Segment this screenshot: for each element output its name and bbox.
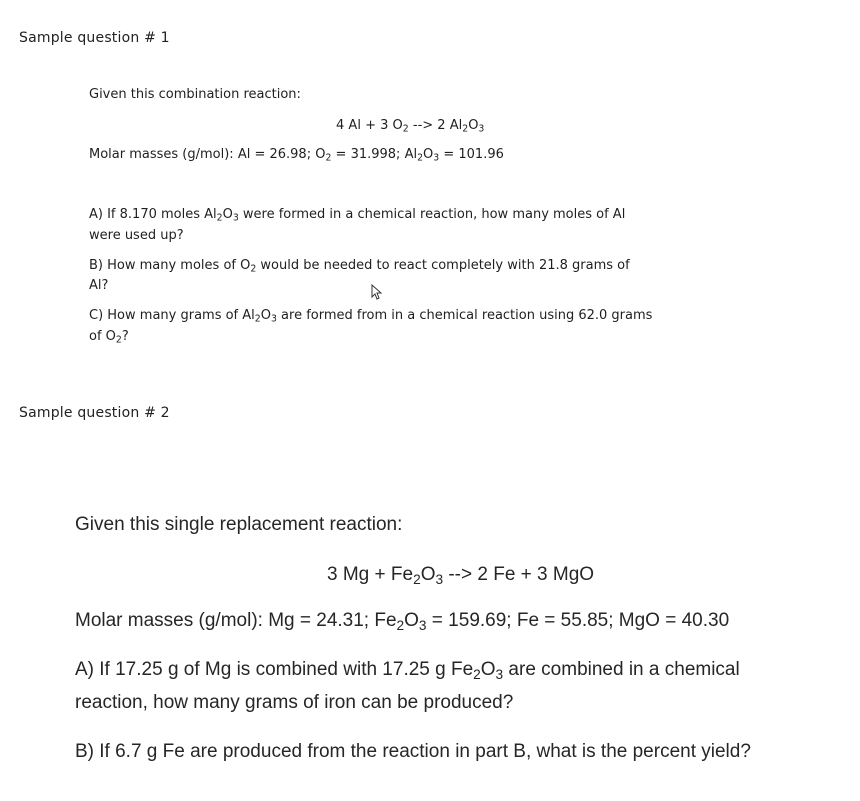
- question-2-part-a-line-1: A) If 17.25 g of Mg is combined with 17.25 g $Fe_2O_3$ are combined in a chemical: [75, 659, 740, 682]
- question-2-intro: Given this single replacement reaction:: [75, 514, 403, 535]
- question-1-part-b-line-1: B) How many moles of $O_2$ would be needed to react completely with 21.8 grams of: [89, 258, 630, 275]
- question-1-molar-masses: Molar masses (g/mol): Al = 26.98; $O_2 = 31.998$; $Al_2O_3 = 101.96$: [89, 147, 504, 164]
- question-1-part-a-line-1: A) If 8.170 moles $Al_2O_3$ were formed in a chemical reaction, how many moles of Al: [89, 207, 626, 224]
- question-2-molar-masses: Molar masses (g/mol): Mg = 24.31; $Fe_2O_3 = 159.69$; Fe = 55.85; MgO = 40.30: [75, 610, 730, 633]
- question-1-part-c-line-1: C) How many grams of $Al_2O_3$ are formed from in a chemical reaction using 62.0 grams: [89, 308, 653, 325]
- question-2-part-a-line-2: reaction, how many grams of iron can be produced?: [75, 692, 514, 713]
- mouse-cursor-icon: [370, 284, 384, 300]
- question-2-equation: 3 $Mg + Fe_2O_3$ --> 2 Fe + 3 MgO: [327, 564, 595, 587]
- question-1-heading: Sample question # 1: [19, 30, 170, 46]
- question-1-part-a-line-2: were used up?: [89, 228, 184, 243]
- question-1-equation: 4 Al + 3 $O_2$ --> 2 $Al_2O_3$: [336, 118, 485, 135]
- question-2-heading: Sample question # 2: [19, 405, 170, 421]
- question-1-intro: Given this combination reaction:: [89, 87, 301, 102]
- question-2-part-b: B) If 6.7 g Fe are produced from the reaction in part B, what is the percent yield?: [75, 741, 751, 762]
- question-1-part-c-line-2: of $O_2$?: [89, 329, 129, 346]
- question-1-part-b-line-2: Al?: [89, 278, 109, 293]
